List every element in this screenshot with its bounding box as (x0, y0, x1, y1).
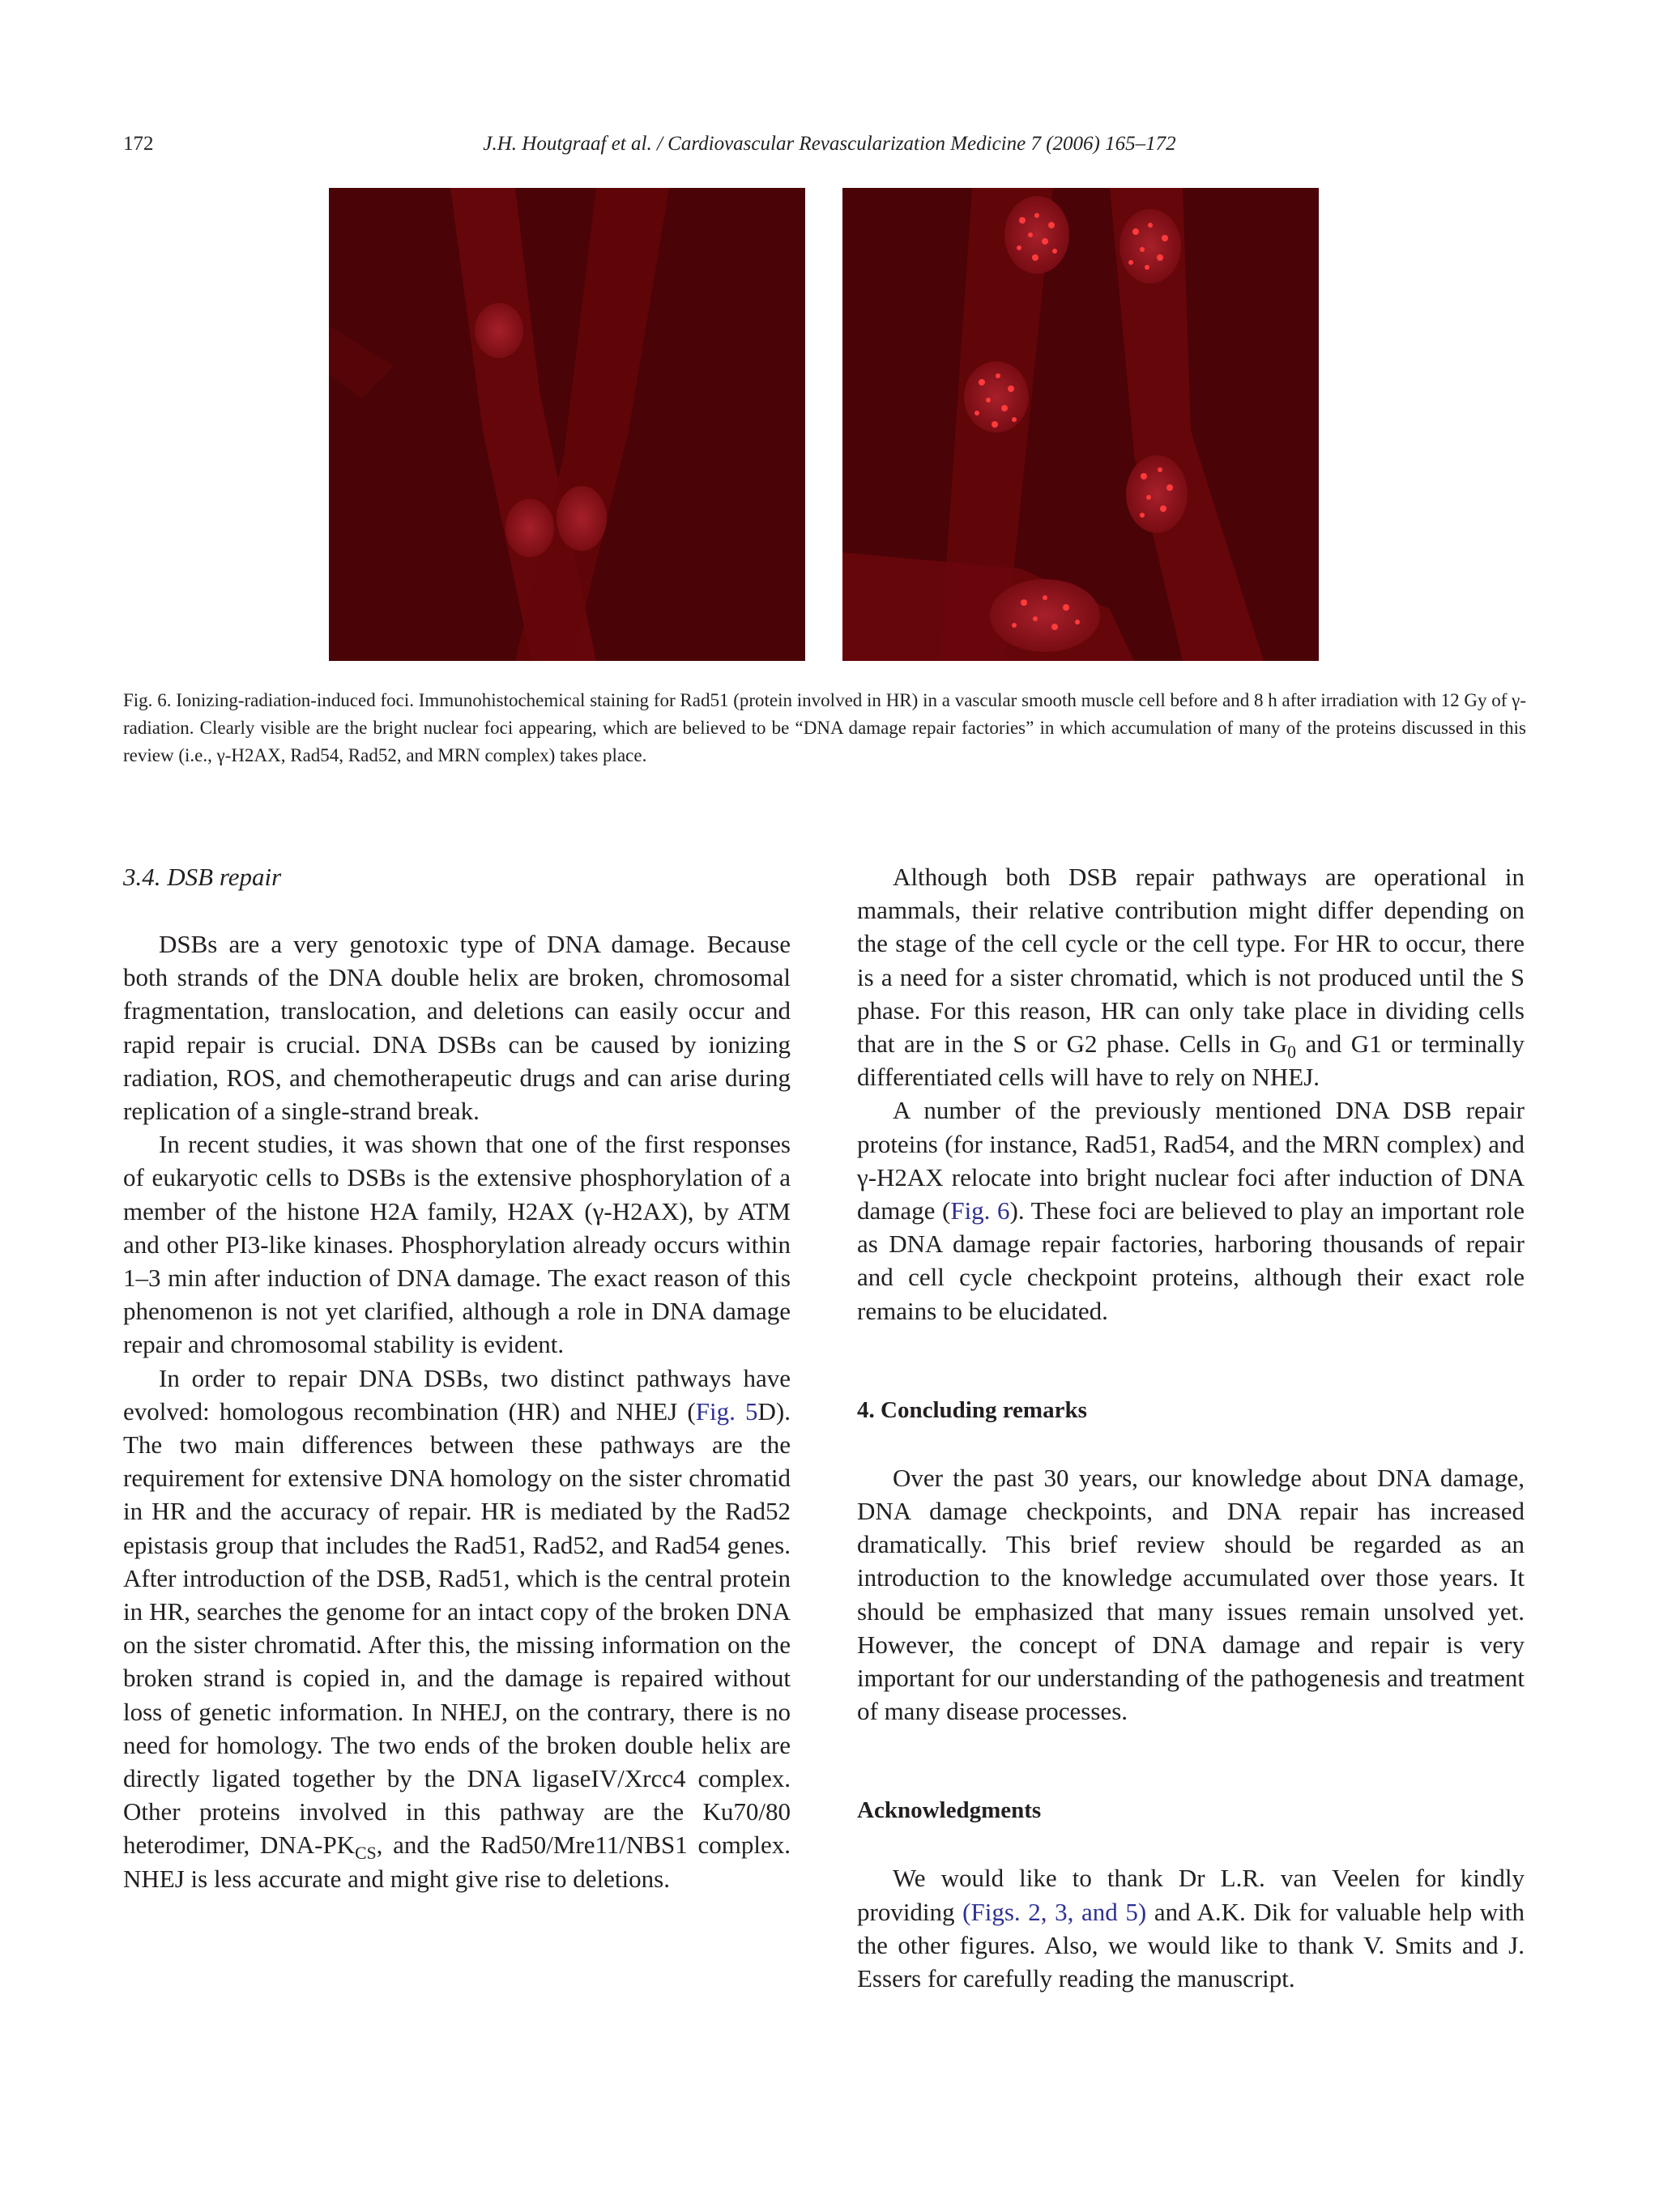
figures-2-3-5-link[interactable]: (Figs. 2, 3, and 5) (962, 1897, 1147, 1926)
journal-citation: J.H. Houtgraaf et al. / Cardiovascular Revascularization Medicine 7 (2006) 165–172 (483, 133, 1176, 155)
micrograph-after-image (842, 188, 1319, 661)
subscript: CS (355, 1843, 377, 1864)
left-column (123, 860, 791, 1895)
paragraph: In recent studies, it was shown that one of the first responses of eukaryotic cells to DSBs is the extensive phosphorylation of a member of the histone H2A family, H2AX (γ-H2AX), by ATM and other PI3-like kinases. Phosphorylation already occurs within 1–3 min after induction of DNA damage. The exact reason of this phenomenon is not yet clarified, although a role in DNA damage repair and chromosomal stability is evident. (123, 1130, 791, 1359)
paragraph-text: and G1 or terminally differentiated cells will have to rely on NHEJ. (857, 1029, 1525, 1092)
paragraph (857, 1093, 1525, 1327)
subscript: 0 (1287, 1042, 1296, 1063)
figure-caption: Fig. 6. Ionizing-radiation-induced foci. Immunohistochemical staining for Rad51 (protein involved in HR) in a vascular smooth muscle cell before and 8 h after irradiation with 12 Gy of γ-radiation. Clearly visible are the bright nuclear foci appearing, which are believed to be “DNA damage repair factories” in which accumulation of many of the proteins discussed in this review (i.e., γ-H2AX, Rad54, Rad52, and MRN complex) takes place. (123, 690, 1526, 765)
micrograph-after-irradiation (842, 188, 1319, 661)
paragraph: Over the past 30 years, our knowledge about DNA damage, DNA damage checkpoints, and DNA repair has increased dramatically. This brief review should be regarded as an introduction to the knowledge accumulated over those years. It should be emphasized that many issues remain unsolved yet. However, the concept of DNA damage and repair is very important for our understanding of the pathogenesis and treatment of many disease processes. (857, 1463, 1525, 1726)
running-head (0, 133, 1659, 165)
figure-6-link[interactable]: Fig. 6 (950, 1196, 1010, 1225)
paragraph (857, 1861, 1525, 1995)
paragraph-text: In order to repair DNA DSBs, two distinct pathways have evolved: homologous recombination (HR) and NHEJ ( (123, 1363, 791, 1426)
paragraph-text: , and the Rad50/Mre11/NBS1 complex. NHEJ is less accurate and might give rise to deletions. (123, 1831, 791, 1893)
paragraph-text: D). The two main differences between these pathways are the requirement for extensive DNA homology on the sister chromatid in HR and the accuracy of repair. HR is mediated by the Rad52 epistasis group that includes the Rad51, Rad52, and Rad54 genes. After introduction of the DSB, Rad51, which is the central protein in HR, searches the genome for an intact copy of the broken DNA on the sister chromatid. After this, the missing information on the broken strand is copied in, and the damage is repaired without loss of genetic information. In NHEJ, on the contrary, there is no need for homology. The two ends of the broken double helix are directly ligated together by the DNA ligaseIV/Xrcc4 complex. Other proteins involved in this pathway are the Ku70/80 heterodimer, DNA-PK (123, 1396, 791, 1860)
right-column (857, 860, 1525, 1995)
paragraph (857, 860, 1525, 1093)
paragraph-text: Although both DSB repair pathways are operational in mammals, their relative contribution might differ depending on the stage of the cell cycle or the cell type. For HR to occur, there is a need for a sister chromatid, which is not produced until the S phase. For this reason, HR can only take place in dividing cells that are in the S or G2 phase. Cells in G (857, 863, 1525, 1059)
page-number: 172 (123, 133, 154, 155)
paragraph: DSBs are a very genotoxic type of DNA damage. Because both strands of the DNA double helix are broken, chromosomal fragmentation, translocation, and deletions can easily occur and rapid repair is crucial. DNA DSBs can be caused by ionizing radiation, ROS, and chemotherapeutic drugs and can arise during replication of a single-strand break. (123, 930, 791, 1126)
paragraph-text: and A.K. Dik for valuable help with the other figures. Also, we would like to thank V. Smits and J. Essers for carefully reading the manuscript. (857, 1897, 1525, 1993)
paragraph (123, 1362, 791, 1895)
section-heading-acknowledgments: Acknowledgments (857, 1797, 1042, 1824)
micrograph-before-irradiation (329, 188, 805, 661)
section-heading-dsb-repair: 3.4. DSB repair (123, 863, 282, 891)
paragraph-text: ). These foci are believed to play an important role as DNA damage repair factories, harboring thousands of repair and cell cycle checkpoint proteins, although their exact role remains to be elucidated. (857, 1196, 1525, 1325)
spacer (857, 1328, 1525, 1394)
paragraph-text: We would like to thank Dr L.R. van Veelen for kindly providing (857, 1864, 1525, 1926)
paragraph-text: A number of the previously mentioned DNA DSB repair proteins (for instance, Rad51, Rad54, and the MRN complex) and γ-H2AX relocate into bright nuclear foci after induction of DNA damage ( (857, 1096, 1525, 1225)
section-heading-concluding-remarks: 4. Concluding remarks (857, 1396, 1087, 1423)
figure-5-link[interactable]: Fig. 5 (695, 1396, 758, 1426)
spacer (857, 1728, 1525, 1794)
micrograph-before-image (329, 188, 805, 661)
